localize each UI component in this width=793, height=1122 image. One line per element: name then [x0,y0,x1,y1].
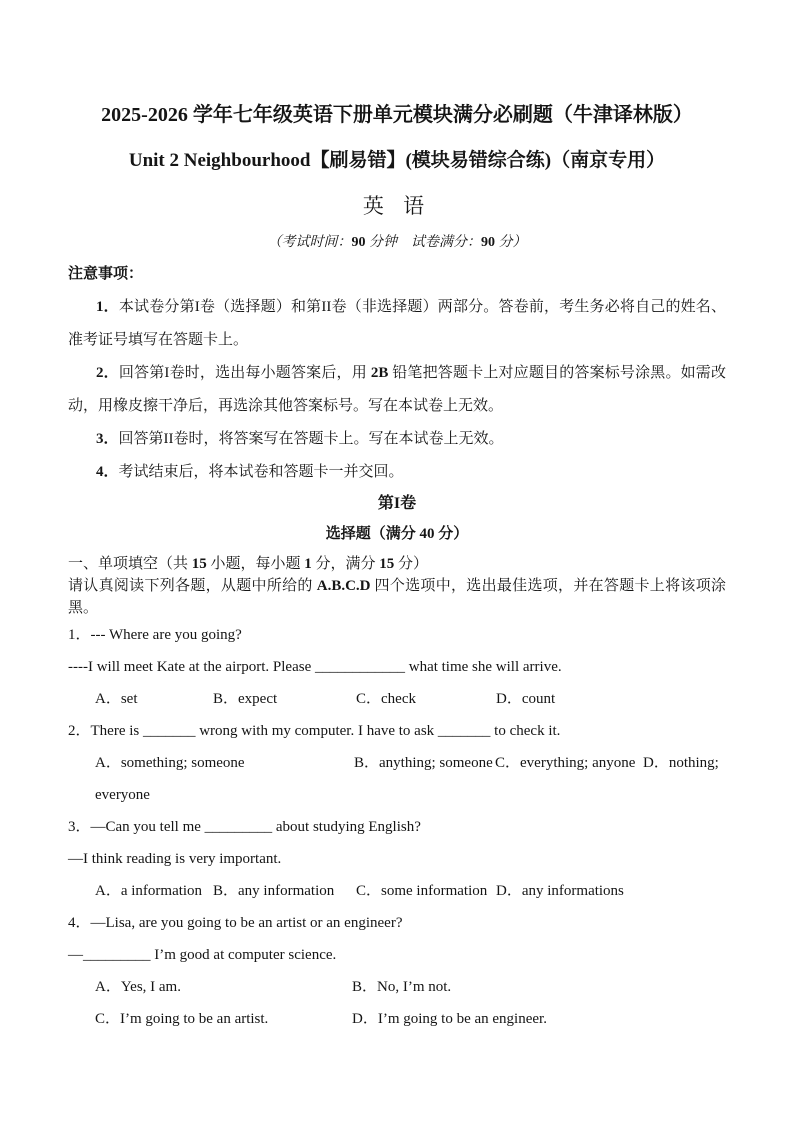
question-4-stem-line-1: 4．—Lisa, are you going to be an artist or an engineer? [68,915,403,931]
question-1-stem-line-1: 1．--- Where are you going? [68,627,242,643]
section-title-text-d: 分） [394,556,429,572]
question-2-option-d-overflow: everyone [95,787,150,803]
question-3-option-c: C．some information [356,883,488,899]
question-1-option-b: B．expect [213,691,278,707]
exam-time-value: 90 [351,235,366,250]
question-1-options-row [68,683,726,715]
notice-item-2-pencil-type: 2B [370,365,389,381]
unit-title: Unit 2 Neighbourhood【刷易错】(模块易错综合练)（南京专用） [128,150,666,171]
question-4-option-a: A．Yes, I am. [95,979,181,995]
section-title-text-a: 一、单项填空（共 [68,556,192,572]
section-one-instructions [68,575,726,619]
section-title-per-score: 1 [304,556,312,572]
exam-info-suffix: 分） [495,235,527,250]
question-2-stem-line-1: 2．There is _______ wrong with my computer. I have to ask _______ to check it. [68,723,561,739]
subheading-text-b: 分） [434,526,469,542]
question-1-option-a: A．set [95,691,138,707]
question-2-options-row [68,747,726,779]
question-4-option-c: C．I’m going to be an artist. [95,1011,269,1027]
instructions-choice-letters: A.B.C.D [316,578,371,594]
subject-title: 英 语 [362,194,432,218]
subheading-score: 40 [419,526,435,542]
notice-item-2-text-b: 铅笔把答题卡上对应题目的答案标号涂黑。如需改动，用橡皮擦干净后，再选涂其他答案标号。写在本试卷上无效。 [68,365,726,414]
question-4-options-row-2 [68,1003,726,1035]
exam-info-prefix: （考试时间： [267,235,352,250]
notice-item-1-number: 1． [96,299,119,315]
notice-item-3 [68,423,726,456]
section-one-title [68,553,726,575]
question-3-stem-line-2: —I think reading is very important. [68,851,282,867]
paper-title: 2025-2026 学年七年级英语下册单元模块满分必刷题（牛津译林版） [101,104,693,126]
notice-item-4-text: 考试结束后，将本试卷和答题卡一并交回。 [118,464,404,480]
question-1-stem-line-2: ----I will meet Kate at the airport. Please ____________ what time she will arrive. [68,659,562,675]
notice-item-3-text: 回答第II卷时，将答案写在答题卡上。写在本试卷上无效。 [118,431,504,447]
notice-item-2-number: 2． [96,365,119,381]
part1-subheading [68,519,726,549]
notice-item-4 [68,456,726,489]
question-4-option-b: B．No, I’m not. [352,979,452,995]
section-title-total-score: 15 [379,556,395,572]
question-3-option-d: D．any informations [496,883,624,899]
part1-heading: 第I卷 [377,495,417,512]
notice-heading: 注意事项： [68,266,144,282]
notice-item-4-number: 4． [96,464,119,480]
section-title-count: 15 [191,556,207,572]
question-4 [68,907,726,1035]
question-1 [68,619,726,715]
question-3-options-row [68,875,726,907]
question-3-stem-line-1: 3．—Can you tell me _________ about studying English? [68,819,421,835]
notice-item-1 [68,291,726,357]
question-2-option-c: C．everything; anyone [495,755,636,771]
question-3-option-a: A．a information [95,883,203,899]
notice-item-1-text: 本试卷分第I卷（选择题）和第II卷（非选择题）两部分。答卷前，考生务必将自己的姓名、准考证号填写在答题卡上。 [68,299,726,348]
question-1-option-c: C．check [356,691,416,707]
question-2-option-a: A．something; someone [95,755,245,771]
instructions-text-a: 请认真阅读下列各题，从题中所给的 [68,578,317,594]
question-4-stem-line-2: —_________ I’m good at computer science. [68,947,337,963]
question-4-option-d: D．I’m going to be an engineer. [352,1011,547,1027]
exam-score-value: 90 [481,235,495,250]
section-title-text-c: 分，满分 [311,556,380,572]
question-2 [68,715,726,811]
question-1-option-d: D．count [496,691,556,707]
subheading-text-a: 选择题（满分 [325,526,420,542]
notice-item-2-text-a: 回答第I卷时，选出每小题答案后，用 [118,365,371,381]
question-3 [68,811,726,907]
exam-info-line [68,233,726,252]
instructions-text-b: 四个选项中，选出最佳选项，并在答题卡上将该项涂黑。 [68,578,726,616]
notice-item-3-number: 3． [96,431,119,447]
section-title-text-b: 小题，每小题 [206,556,305,572]
question-3-option-b: B．any information [213,883,335,899]
notice-item-2 [68,357,726,423]
question-4-options-row-1 [68,971,726,1003]
question-2-option-d: D．nothing; [643,755,719,771]
exam-info-mid: 分钟 试卷满分： [365,235,481,250]
question-2-option-b: B．anything; someone [354,755,493,771]
